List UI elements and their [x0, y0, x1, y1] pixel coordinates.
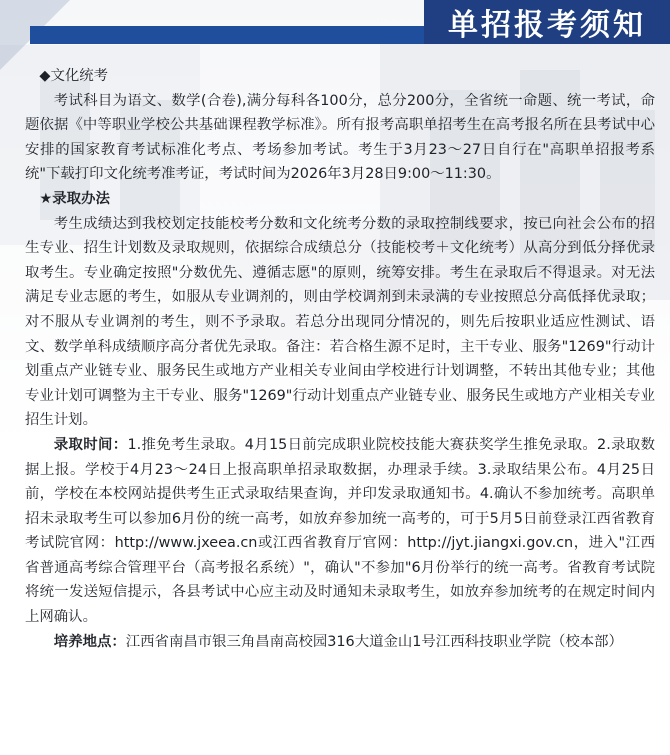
section-training-location — [25, 630, 655, 655]
section-body-culture-exam: 考试科目为语文、数学(合卷),满分每科各100分，总分200分，全省统一命题、统一考试，命题依据《中等职业学校公共基础课程教学标准》。所有报考高职单招考生在高考报名所在县考试中心安排的国家教育考试标准化考点、考场参加考试。考生于3月23～27日自行在"高职单招报考系统"下载打印文化统考准考证，考试时间为2026年3月28日9:00～11:30。 — [25, 92, 655, 183]
section-admission-time — [25, 433, 655, 630]
admission-time-label: 录取时间： — [53, 436, 128, 453]
training-location-body: 江西省南昌市银三角昌南高校园316大道金山1号江西科技职业学院（校本部） — [125, 633, 623, 650]
training-location-label: 培养地点： — [53, 633, 126, 650]
notice-content — [25, 64, 655, 654]
header-accent-bar — [30, 26, 424, 44]
page-title: 单招报考须知 — [448, 8, 646, 43]
section-body-admission-method: 考生成绩达到我校划定技能校考分数和文化统考分数的录取控制线要求，按已向社会公布的招生专业、招生计划数及录取规则，依据综合成绩总分（技能校考＋文化统考）从高分到低分择优录取考生。专业确定按照"分数优先、遵循志愿"的原则，统筹安排。考生在录取后不得退录。对无法满足专业志愿的考生，如服从专业调剂的，则由学校调剂到未录满的专业按照总分高低择优录取；对不服从专业调剂的考生，则不予录取。若总分出现同分情况的，则先后按职业适应性测试、语文、数学单科成绩顺序高分者优先录取。备注：若合格生源不足时，主干专业、服务"1269"行动计划重点产业链专业、服务民生或地方产业相关专业间由学校进行计划调整，不转出其他专业；其他专业计划可调整为主干专业、服务"1269"行动计划重点产业链专业、服务民生或地方产业相关专业招生计划。 — [25, 215, 655, 429]
admission-time-body: 1.推免考生录取。4月15日前完成职业院校技能大赛获奖学生推免录取。2.录取数据上报。学校于4月23～24日上报高职单招录取数据，办理录手续。3.录取结果公布。4月25日前，学校在本校网站提供考生正式录取结果查询，并印发录取通知书。4.确认不参加统考。高职单招未录取考生可以参加6月份的统一高考，如放弃参加统一高考的，可于5月5日前登录江西省教育考试院官网：http://www.jxeea.cn或江西省教育厅官网：http://jyt.jiangxi.gov.cn，进入"江西省普通高考综合管理平台（高考报名系统）"，确认"不参加"6月份举行的统一高考。省教育考试院将统一发送短信提示，各县考试中心应主动及时通知未录取考生，如放弃参加统考的在规定时间内上网确认。 — [25, 436, 655, 626]
section-heading-culture-exam: ◆文化统考 — [39, 68, 109, 84]
header-title-box — [424, 0, 670, 44]
section-heading-admission-method: ★录取办法 — [39, 190, 110, 207]
